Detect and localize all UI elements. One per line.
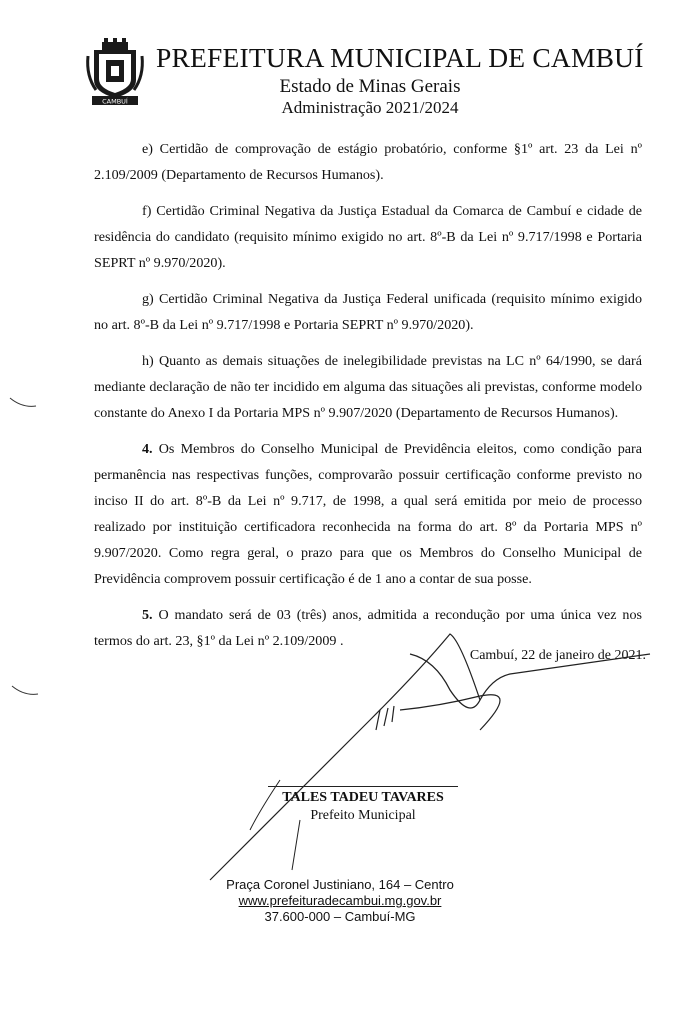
footer-postal: 37.600-000 – Cambuí-MG	[264, 909, 416, 924]
item-4-number: 4.	[142, 441, 153, 457]
signatory-name: TALES TADEU TAVARES	[282, 790, 444, 805]
scan-mark	[10, 684, 40, 698]
svg-text:CAMBUÍ: CAMBUÍ	[102, 97, 128, 106]
paragraph-g: g) Certidão Criminal Negativa da Justiça Federal unificada (requisito mínimo exigido no art. 8º-B da Lei nº 9.717/1998 e Portaria SEPRT nº 9.970/2020).	[94, 291, 642, 333]
item-5-text: O mandato será de 03 (três) anos, admitida a recondução por uma única vez nos termos do art. 23, §1º da Lei nº 2.109/2009 .	[94, 607, 642, 649]
footer-address: Praça Coronel Justiniano, 164 – Centro	[226, 877, 454, 892]
document-body	[94, 136, 642, 654]
municipal-crest-logo	[84, 36, 146, 106]
handwritten-signature	[180, 630, 660, 900]
paragraph-h: h) Quanto as demais situações de inelegibilidade previstas na LC nº 64/1990, se dará mediante declaração de não ter incidido em alguma das situações ali previstas, conforme modelo constante do Anexo I da Portaria MPS nº 9.907/2020 (Departamento de Recursos Humanos).	[94, 353, 642, 421]
header-administration: Administração 2021/2024	[281, 98, 459, 117]
date-line: Cambuí, 22 de janeiro de 2021.	[469, 648, 646, 663]
paragraph-e: e) Certidão de comprovação de estágio probatório, conforme §1º art. 23 da Lei nº 2.109/2009 (Departamento de Recursos Humanos).	[94, 141, 642, 183]
item-5-number: 5.	[142, 607, 153, 623]
signature-line	[268, 786, 458, 787]
footer-website: www.prefeituradecambui.mg.gov.br	[238, 893, 442, 908]
paragraph-f: f) Certidão Criminal Negativa da Justiça Estadual da Comarca de Cambuí e cidade de residência do candidato (requisito mínimo exigido no art. 8º-B da Lei nº 9.717/1998 e Portaria SEPRT nº 9.970/2020).	[94, 203, 642, 271]
header-title: PREFEITURA MUNICIPAL DE CAMBUÍ	[156, 42, 644, 73]
paragraph-item-5	[94, 602, 642, 654]
scan-mark	[8, 396, 38, 410]
item-4-text: Os Membros do Conselho Municipal de Previdência eleitos, como condição para permanência nas respectivas funções, comprovarão possuir certificação conforme previsto no inciso II do art. 8º-B da Lei nº 9.717, de 1998, a qual será emitida por meio de processo realizado por instituição certificadora reconhecida na forma do art. 8º da Portaria MPS nº 9.907/2020. Como regra geral, o prazo para que os Membros do Conselho Municipal de Previdência comprovem possuir certificação é de 1 ano a contar de sua posse.	[94, 441, 642, 587]
paragraph-item-4	[94, 436, 642, 592]
signatory-role: Prefeito Municipal	[310, 808, 416, 823]
header-state: Estado de Minas Gerais	[279, 76, 461, 97]
